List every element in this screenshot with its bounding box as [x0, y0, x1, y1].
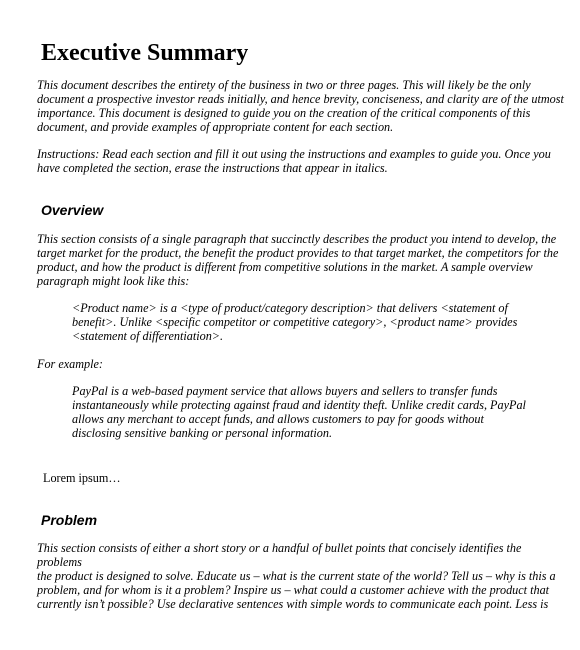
intro-paragraph: This document describes the entirety of the business in two or three pages. This will likely be the only document a prospective investor reads initially, and hence brevity, conciseness, and clarity are of the utmost importance. This document is designed to guide you on the creation of the critical components of this document, and provide examples of appropriate content for each section. [37, 78, 564, 134]
problem-description: This section consists of either a short story or a handful of bullet points that concisely identifies the problems the product is designed to solve. Educate us – what is the current state of the world? Tell us – why is this a problem, and for whom is it a problem? Inspire us – what could a customer achieve with the product that currently isn’t possible? Use declarative sentences with simple words to communicate each point. Less is [37, 541, 556, 611]
example-label: For example: [37, 357, 103, 371]
overview-template: <Product name> is a <type of product/category description> that delivers <statement of benefit>. Unlike <specific competitor or competitive category>, <product name> provides <statement of differentiation>. [72, 301, 518, 343]
overview-placeholder-text: Lorem ipsum… [43, 471, 121, 485]
document-title: Executive Summary [41, 40, 249, 66]
overview-example: PayPal is a web-based payment service that allows buyers and sellers to transfer funds instantaneously while protecting against fraud and identity theft. Unlike credit cards, PayPal allows any merchant to accept funds, and allows customers to pay for goods without disclosing sensitive banking or personal information. [72, 384, 526, 440]
overview-heading: Overview [41, 202, 104, 218]
instructions-paragraph: Instructions: Read each section and fill it out using the instructions and examples to guide you. Once you have completed the section, erase the instructions that appear in italics. [37, 147, 551, 175]
overview-description: This section consists of a single paragraph that succinctly describes the product you intend to develop, the target market for the product, the benefit the product provides to that target market, the competitors for the product, and how the product is different from competitive solutions in the market. A sample overview paragraph might look like this: [37, 232, 559, 288]
problem-heading: Problem [41, 512, 98, 528]
